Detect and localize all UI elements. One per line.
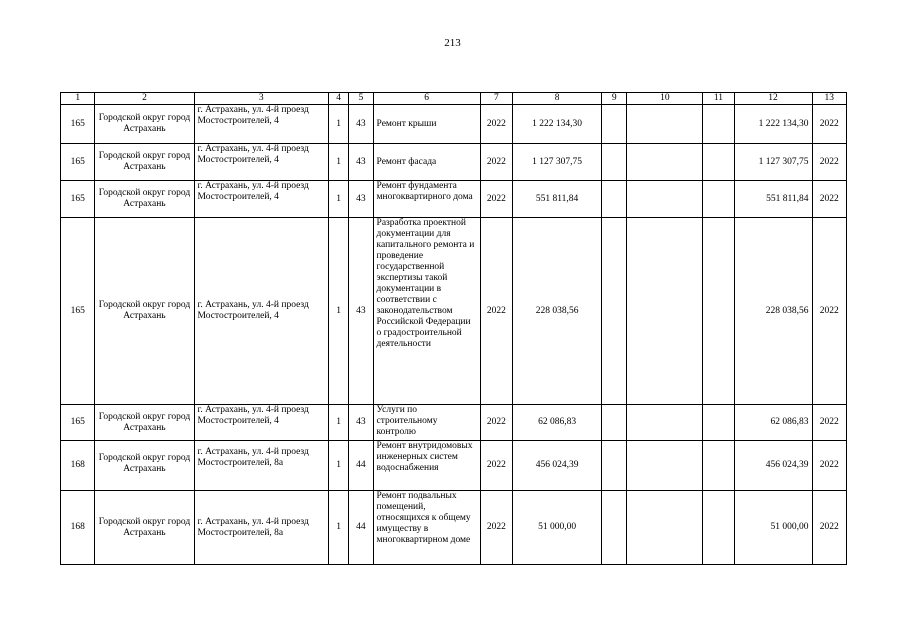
column-header: 5 xyxy=(349,93,373,105)
cell-total: 456 024,39 xyxy=(734,441,812,491)
cell-address: г. Астрахань, ул. 4-й проезд Мостостроителей, 4 xyxy=(194,405,329,441)
cell-total: 228 038,56 xyxy=(734,218,812,405)
cell-municipality: Городской округ город Астрахань xyxy=(95,144,194,181)
cell-municipality: Городской округ город Астрахань xyxy=(95,181,194,218)
cell-cost: 1 127 307,75 xyxy=(513,144,602,181)
column-header: 9 xyxy=(602,93,627,105)
cell-col10 xyxy=(627,491,703,565)
cell-col4: 1 xyxy=(329,144,349,181)
cell-total: 1 127 307,75 xyxy=(734,144,812,181)
cell-col9 xyxy=(602,405,627,441)
cell-year: 2022 xyxy=(480,405,512,441)
cell-col4: 1 xyxy=(329,491,349,565)
cell-cost: 1 222 134,30 xyxy=(513,105,602,144)
column-header: 12 xyxy=(734,93,812,105)
cell-work-type: Ремонт подвальных помещений, относящихся к общему имуществу в многоквартирном доме xyxy=(373,491,480,565)
cell-end-year: 2022 xyxy=(812,491,847,565)
cell-col11 xyxy=(703,181,734,218)
cell-col4: 1 xyxy=(329,218,349,405)
cell-work-type: Ремонт внутридомовых инженерных систем водоснабжения xyxy=(373,441,480,491)
cell-address: г. Астрахань, ул. 4-й проезд Мостостроителей, 4 xyxy=(194,105,329,144)
cell-col10 xyxy=(627,405,703,441)
cell-col11 xyxy=(703,105,734,144)
cell-municipality: Городской округ город Астрахань xyxy=(95,105,194,144)
cell-col9 xyxy=(602,144,627,181)
header-row xyxy=(61,93,847,105)
cell-year: 2022 xyxy=(480,491,512,565)
cell-year: 2022 xyxy=(480,144,512,181)
table-row xyxy=(61,218,847,405)
cell-col5: 43 xyxy=(349,405,373,441)
table-row xyxy=(61,441,847,491)
cell-total: 51 000,00 xyxy=(734,491,812,565)
cell-municipality: Городской округ город Астрахань xyxy=(95,218,194,405)
cell-col4: 1 xyxy=(329,105,349,144)
cell-object-number: 165 xyxy=(61,218,95,405)
cell-col5: 43 xyxy=(349,218,373,405)
column-header: 13 xyxy=(812,93,847,105)
column-header: 1 xyxy=(61,93,95,105)
cell-end-year: 2022 xyxy=(812,405,847,441)
cell-cost: 228 038,56 xyxy=(513,218,602,405)
cell-year: 2022 xyxy=(480,441,512,491)
cell-end-year: 2022 xyxy=(812,181,847,218)
column-header: 8 xyxy=(513,93,602,105)
column-header: 4 xyxy=(329,93,349,105)
cell-work-type: Ремонт крыши xyxy=(373,105,480,144)
cell-col10 xyxy=(627,441,703,491)
table-row xyxy=(61,144,847,181)
column-header: 11 xyxy=(703,93,734,105)
table-row xyxy=(61,491,847,565)
column-header: 6 xyxy=(373,93,480,105)
cell-address: г. Астрахань, ул. 4-й проезд Мостостроителей, 4 xyxy=(194,218,329,405)
cell-col9 xyxy=(602,491,627,565)
table-row xyxy=(61,181,847,218)
cell-col11 xyxy=(703,441,734,491)
cell-cost: 62 086,83 xyxy=(513,405,602,441)
cell-municipality: Городской округ город Астрахань xyxy=(95,491,194,565)
cell-col9 xyxy=(602,441,627,491)
cell-col4: 1 xyxy=(329,405,349,441)
cell-col10 xyxy=(627,105,703,144)
column-header: 2 xyxy=(95,93,194,105)
cell-work-type: Услуги по строительному контролю xyxy=(373,405,480,441)
cell-cost: 551 811,84 xyxy=(513,181,602,218)
cell-col9 xyxy=(602,218,627,405)
cell-col5: 44 xyxy=(349,491,373,565)
cell-end-year: 2022 xyxy=(812,441,847,491)
cell-end-year: 2022 xyxy=(812,105,847,144)
cell-object-number: 168 xyxy=(61,441,95,491)
table-row xyxy=(61,105,847,144)
cell-object-number: 165 xyxy=(61,105,95,144)
cell-col10 xyxy=(627,144,703,181)
cell-address: г. Астрахань, ул. 4-й проезд Мостостроителей, 8а xyxy=(194,441,329,491)
cell-year: 2022 xyxy=(480,181,512,218)
page-number: 213 xyxy=(444,37,461,49)
cell-col10 xyxy=(627,218,703,405)
column-header: 7 xyxy=(480,93,512,105)
table-row xyxy=(61,405,847,441)
cell-municipality: Городской округ город Астрахань xyxy=(95,441,194,491)
cell-col10 xyxy=(627,181,703,218)
cell-object-number: 165 xyxy=(61,181,95,218)
cell-object-number: 165 xyxy=(61,144,95,181)
cell-object-number: 168 xyxy=(61,491,95,565)
cell-address: г. Астрахань, ул. 4-й проезд Мостостроителей, 8а xyxy=(194,491,329,565)
cell-col11 xyxy=(703,405,734,441)
cell-col11 xyxy=(703,144,734,181)
repair-plan-table xyxy=(60,92,847,565)
column-header: 10 xyxy=(627,93,703,105)
cell-municipality: Городской округ город Астрахань xyxy=(95,405,194,441)
cell-cost: 456 024,39 xyxy=(513,441,602,491)
cell-address: г. Астрахань, ул. 4-й проезд Мостостроителей, 4 xyxy=(194,181,329,218)
cell-total: 1 222 134,30 xyxy=(734,105,812,144)
cell-col11 xyxy=(703,491,734,565)
cell-work-type: Ремонт фасада xyxy=(373,144,480,181)
cell-col5: 43 xyxy=(349,105,373,144)
cell-address: г. Астрахань, ул. 4-й проезд Мостостроителей, 4 xyxy=(194,144,329,181)
cell-col11 xyxy=(703,218,734,405)
cell-work-type: Ремонт фундамента многоквартирного дома xyxy=(373,181,480,218)
cell-total: 551 811,84 xyxy=(734,181,812,218)
cell-col5: 43 xyxy=(349,144,373,181)
cell-col4: 1 xyxy=(329,181,349,218)
cell-col5: 44 xyxy=(349,441,373,491)
cell-cost: 51 000,00 xyxy=(513,491,602,565)
cell-col9 xyxy=(602,181,627,218)
cell-col4: 1 xyxy=(329,441,349,491)
cell-col5: 43 xyxy=(349,181,373,218)
cell-work-type: Разработка проектной документации для капитального ремонта и проведение государственной экспертизы такой документации в соответствии с законодательством Российской Федерации о градостроительной деятельности xyxy=(373,218,480,405)
cell-total: 62 086,83 xyxy=(734,405,812,441)
cell-year: 2022 xyxy=(480,218,512,405)
cell-col9 xyxy=(602,105,627,144)
column-header: 3 xyxy=(194,93,329,105)
cell-end-year: 2022 xyxy=(812,218,847,405)
cell-object-number: 165 xyxy=(61,405,95,441)
cell-year: 2022 xyxy=(480,105,512,144)
cell-end-year: 2022 xyxy=(812,144,847,181)
